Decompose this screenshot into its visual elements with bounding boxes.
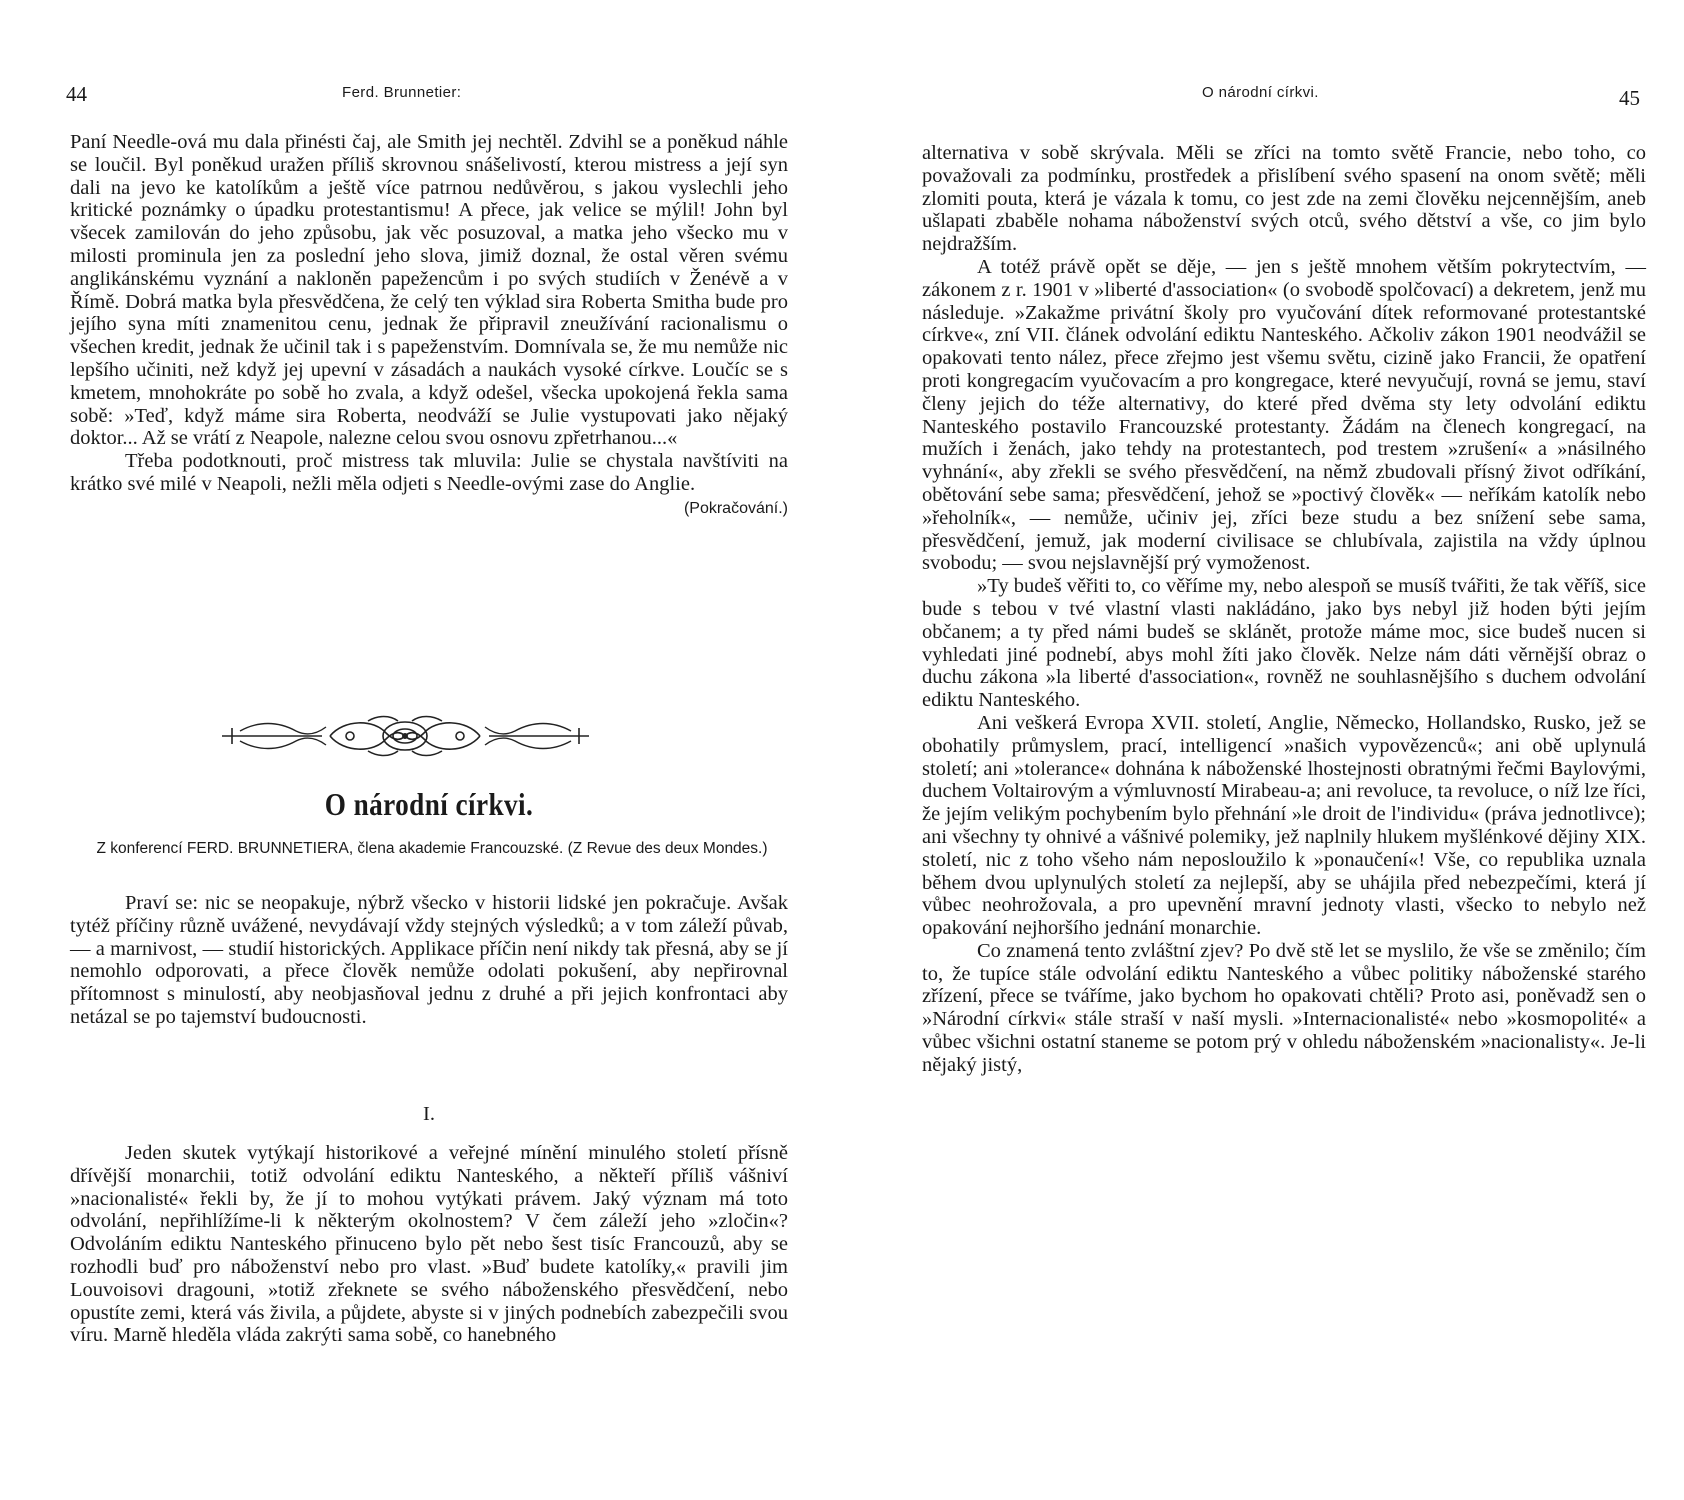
story-paragraph-2 <box>70 450 788 517</box>
running-head-left <box>66 82 784 112</box>
right-page-text <box>922 142 1646 1077</box>
story-text <box>70 131 788 521</box>
section-paragraph: Jeden skutek vytýkají historikové a veřejné mínění minulého století přísně dřívější monarchii, totiž odvolání ediktu Nanteského, a někteří příliš vášniví »nacionalisté« řekli by, že jí to mohou vytýkati právem. Jaký význam má toto odvolání, nepřihlížíme-li k některým okolnostem? V čem záleží jeho »zločin«? Odvoláním ediktu Nanteského přinuceno bylo pět nebo šest tisíc Francouzů, aby se rozhodli buď pro náboženství nebo pro vlast. »Buď budete katolíky,« pravili jim Louvoisovi dragouni, »totiž zřeknete se svého náboženského přesvědčení, nebo opustíte zemi, která vás živila, a půjdete, abyste si v jiných podnebích zabezpečili svou víru. Marně hleděla vláda zakrýti sama sobě, co hanebného <box>70 1142 788 1347</box>
right-paragraph-1: alternativa v sobě skrývala. Měli se zříci na tomto světě Francie, nebo toho, co považovali za podmínku, prostředek a přislíbení svého spasení na onom světě; měli zlomiti pouta, která je vázala k tomu, co jest zde na zemi člověku nejcennějším, aneb ušlapati zbaběle nohama náboženství svých otců, svého dětství a vše, co jim bylo nejdražším. <box>922 142 1646 256</box>
ornament-divider <box>218 713 593 759</box>
story-paragraph-2-text: Třeba podotknouti, proč mistress tak mluvila: Julie se chystala navštíviti na krátko své milé v Neapoli, nežli měla odjeti s Needle-ovými zase do Anglie. <box>70 450 788 495</box>
section-text <box>70 1142 788 1347</box>
article-intro <box>70 892 788 1029</box>
running-head-title: O národní církvi. <box>1202 84 1319 101</box>
right-page <box>842 0 1684 1500</box>
article-subtitle: Z konferencí FERD. BRUNNETIERA, člena akademie Francouzské. (Z Revue des deux Mondes.) <box>96 840 768 857</box>
right-paragraph-3: »Ty budeš věřiti to, co věříme my, nebo alespoň se musíš tvářiti, že tak věříš, sice bude s tebou v tvé vlastní vlasti nakládáno, jako bys nebyl již hoden býti jejím občanem; a ty před námi budeš se sklánět, protože máme moc, sice budeš nucen si vyhledati jiné podnebí, abys mohl žíti jako člověk. Nelze nám dáti věrnější obraz o duchu zákona »la liberté d'association«, rovněž ne souhlasnějšího s duchem odvolání ediktu Nanteského. <box>922 575 1646 712</box>
running-head-author: Ferd. Brunnetier: <box>342 84 462 101</box>
continued-note: (Pokračování.) <box>683 499 788 517</box>
article-title: O národní církvi. <box>324 786 534 822</box>
right-paragraph-4: Ani veškerá Evropa XVII. století, Anglie, Německo, Hollandsko, Rusko, jež se obohatily průmyslem, prací, intelligencí »našich vypovězenců«; ani obě uplynulá století; ani »tolerance« dohnána k náboženské lhostejnosti obratnými řečmi Baylovými, duchem Voltairovým a výmluvností Mirabeau-a; ani revoluce, ta revoluce, o níž lze říci, že jejím velikým pochybením bylo přehnání »le droit de l'individu« (práva jednotlivce); ani všechny ty ohnivé a vášnivé polemiky, jež naplnily hlukem myšlénkové dějiny XIX. století, nic z toho všeho nám neposloužilo k »ponaučení«! Vše, co republika uznala během dvou uplynulých století za nejlepší, aby se uhájila před nebezpečími, která jí vůbec neohrožovala, a pro upevnění mravní jednoty vlasti, všecko to nebylo než opakování nejhoršího jednání monarchie. <box>922 711 1646 940</box>
right-paragraph-5: Co znamená tento zvláštní zjev? Po dvě stě let se myslilo, že vše se změnilo; čím to, že tupíce stále odvolání ediktu Nanteského a vůbec politiky náboženské starého zřízení, přece se tváříme, jako bychom ho opakovati chtěli? Proto asi, poněvadž sen o »Národní církvi« stále straší v naší mysli. »Internacionalisté« nebo »kosmopolité« a vůbec všichni ostatní staneme se potom prý v ohledu náboženském »nacionalisty«. Je-li nějaký jistý, <box>922 939 1646 1076</box>
right-paragraph-2: A totéž právě opět se děje, — jen s ještě mnohem větším pokrytectvím, — zákonem z r. 1901 v »liberté d'association« (o svobodě spolčovací) a dekretem, jenž mu následuje. »Zakažme privátní školy pro vyučování dítek reformované protestantské církve«, zní VII. článek odvolání ediktu Nanteského. Ačkoliv zákon 1901 neodvážil se opakovati tento nález, přece zřejmo jest všemu světu, cizině jako Francii, že opatření proti kongregacím vyučovacím a pro kongregace, které nevyučují, rovná se jemu, staví členy jejich do téže alternativy, do které před dvěma sty lety odvolání ediktu Nanteského postavilo Francouzské protestanty. Žádám na členech kongregací, na mužích i ženách, jako tehdy na protestantech, pod trestem »zrušení« a »násilného vyhnání«, aby zřekli se svého přesvědčení, na němž zbudovali přísný život odříkání, obětování sebe sama; přesvědčení, jehož se »poctivý člověk« — neříkám katolík nebo »řeholník«, — nemůže, učiniv jej, zříci beze studu a bez snížení sebe sama, přesvědčení, jemuž, jak moderní civilisace se chlubívala, zajistila na vždy úplnou svobodu; — svou nejslavnější prý vymoženost. <box>922 255 1646 575</box>
page-number-44: 44 <box>66 82 87 106</box>
page-number-45: 45 <box>1619 86 1640 110</box>
running-head-right <box>920 82 1640 112</box>
intro-paragraph: Praví se: nic se neopakuje, nýbrž všecko v historii lidské jen pokračuje. Avšak tytéž příčiny různě uvážené, nevydávají vždy stejných výsledků; a v tom záleží půvab, — a marnivost, — studií historických. Applikace příčin není nikdy tak přesná, aby se jí nemohlo odporovati, a přece člověk nemůže odolati pokušení, aby nepřirovnal přítomnost s minulostí, aby neobjasňoval jednu z druhé a při jejich konfrontaci aby netázal se po tajemství budoucnosti. <box>70 892 788 1028</box>
story-paragraph-1: Paní Needle-ová mu dala přinésti čaj, ale Smith jej nechtěl. Zdvihl se a poněkud náhle se loučil. Byl poněkud uražen příliš skrovnou snášelivostí, kterou mistress a její syn dali na jevo ke katolíkům a ještě více patrnou nedůvěrou, s jakou vyslechli jeho kritické poznámky o úpadku protestantismu! A přece, jak velice se mýlil! John byl všecek zamilován do jeho způsobu, jak věc posuzoval, a matka jeho všecko mu v milosti prominula jen za poslední jeho slova, jimiž doznal, že ostal věren svému anglikánskému vyznání a nakloněn papežencům i po svých studiích v Ženévě a v Římě. Dobrá matka byla přesvědčena, že celý ten výklad sira Roberta Smitha bude pro jejího syna míti znamenitou cenu, jednak že připravil zneužívání racionalismu o všechen kredit, jednak že učinil tak i s papeženstvím. Domnívala se, že mu nemůže nic lepšího učiniti, než když jej upevní v zásadách a naukách vysoké církve. Loučíc se s kmetem, mnohokráte po sobě ho zvala, a když odešel, všecka upokojená řekla sama sobě: »Teď, když máme sira Roberta, neodváží se Julie vystupovati jako nějaký doktor... Až se vrátí z Neapole, nalezne celou svou osnovu zpřetrhanou...« <box>70 131 788 450</box>
section-number: I. <box>423 1103 435 1125</box>
